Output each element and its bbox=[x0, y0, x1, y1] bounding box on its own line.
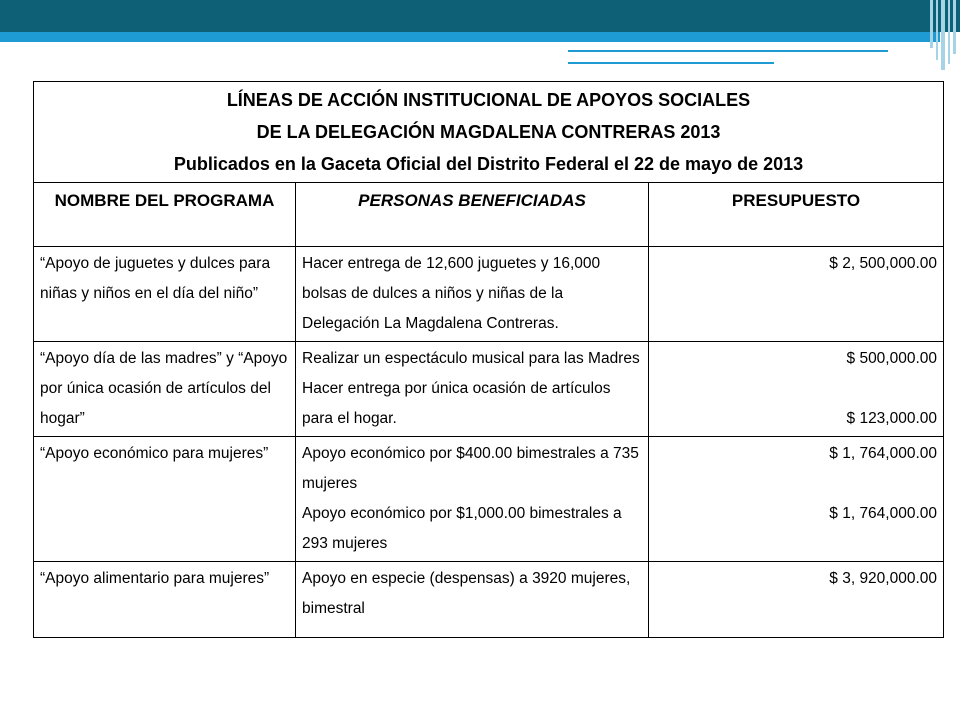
budget-amount: $ 2, 500,000.00 bbox=[649, 247, 944, 342]
program-name: “Apoyo alimentario para mujeres” bbox=[34, 562, 296, 638]
support-programs-table bbox=[33, 81, 944, 638]
program-name: “Apoyo de juguetes y dulces para niñas y niños en el día del niño” bbox=[34, 247, 296, 342]
header-stripe bbox=[0, 32, 940, 42]
beneficiaries-item: Realizar un espectáculo musical para las Madres bbox=[302, 350, 640, 367]
title-line-2: DE LA DELEGACIÓN MAGDALENA CONTRERAS 2013 bbox=[256, 122, 721, 142]
beneficiaries bbox=[296, 342, 649, 437]
title-row bbox=[34, 82, 944, 183]
column-header-beneficiaries: PERSONAS BENEFICIADAS bbox=[296, 183, 649, 247]
accent-line bbox=[568, 62, 774, 64]
table-row bbox=[34, 437, 944, 562]
column-header-budget: PRESUPUESTO bbox=[649, 183, 944, 247]
budget-amount bbox=[649, 437, 944, 562]
beneficiaries bbox=[296, 437, 649, 562]
title-line-3: Publicados en la Gaceta Oficial del Distrito Federal el 22 de mayo de 2013 bbox=[173, 154, 804, 174]
beneficiaries-item: Apoyo económico por $1,000.00 bimestrales a 293 mujeres bbox=[302, 505, 622, 552]
beneficiaries: Apoyo en especie (despensas) a 3920 mujeres, bimestral bbox=[296, 562, 649, 638]
budget-amount: $ 3, 920,000.00 bbox=[649, 562, 944, 638]
header-band bbox=[0, 0, 960, 32]
decorative-bars bbox=[928, 0, 960, 70]
table-title bbox=[34, 82, 944, 183]
header-row bbox=[34, 183, 944, 247]
table-row bbox=[34, 562, 944, 638]
title-line-1: LÍNEAS DE ACCIÓN INSTITUCIONAL DE APOYOS SOCIALES bbox=[226, 90, 751, 110]
table-row bbox=[34, 342, 944, 437]
budget-amount bbox=[649, 342, 944, 437]
program-name: “Apoyo día de las madres” y “Apoyo por única ocasión de artículos del hogar” bbox=[34, 342, 296, 437]
beneficiaries: Hacer entrega de 12,600 juguetes y 16,000 bolsas de dulces a niños y niñas de la Delegación La Magdalena Contreras. bbox=[296, 247, 649, 342]
budget-item: $ 1, 764,000.00 bbox=[829, 505, 938, 522]
budget-item: $ 500,000.00 bbox=[846, 350, 938, 367]
column-header-program: NOMBRE DEL PROGRAMA bbox=[34, 183, 296, 247]
beneficiaries-item: Hacer entrega por única ocasión de artículos para el hogar. bbox=[302, 380, 611, 427]
table-row bbox=[34, 247, 944, 342]
budget-item: $ 1, 764,000.00 bbox=[829, 445, 938, 462]
program-name: “Apoyo económico para mujeres” bbox=[34, 437, 296, 562]
beneficiaries-item: Apoyo económico por $400.00 bimestrales a 735 mujeres bbox=[302, 445, 639, 492]
budget-item: $ 123,000.00 bbox=[846, 410, 938, 427]
accent-line bbox=[568, 50, 888, 52]
